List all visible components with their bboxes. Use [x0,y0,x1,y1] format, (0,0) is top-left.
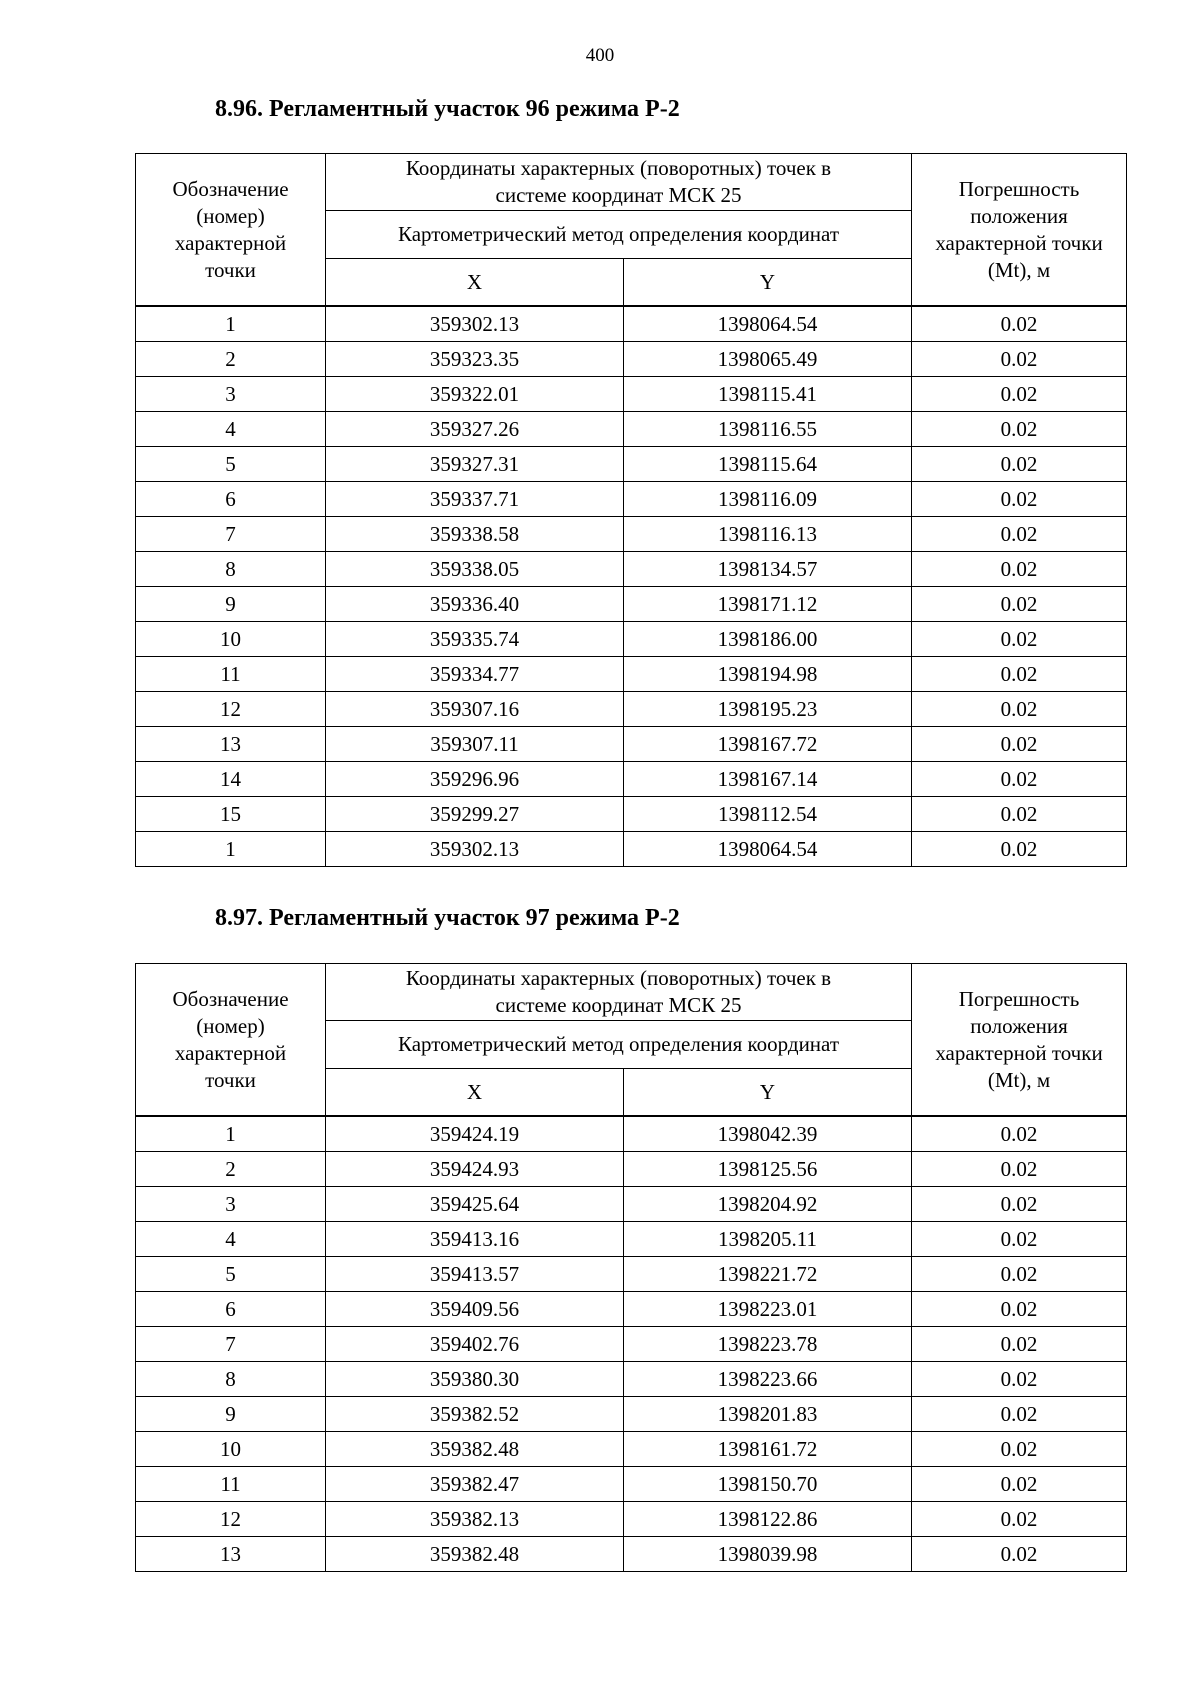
y-cell: 1398116.13 [624,517,912,552]
accuracy-cell: 0.02 [912,622,1127,657]
point-number-cell: 3 [136,1187,326,1222]
accuracy-cell: 0.02 [912,1362,1127,1397]
table-row [136,306,1127,342]
x-cell: 359338.05 [326,552,624,587]
y-cell: 1398223.01 [624,1292,912,1327]
coordinates-table-96 [135,153,1127,867]
x-header: X [326,1069,624,1117]
point-number-cell: 4 [136,1222,326,1257]
x-cell: 359337.71 [326,482,624,517]
x-cell: 359424.93 [326,1152,624,1187]
point-number-cell: 2 [136,1152,326,1187]
x-cell: 359409.56 [326,1292,624,1327]
x-cell: 359327.31 [326,447,624,482]
x-header: X [326,259,624,307]
point-number-cell: 8 [136,1362,326,1397]
point-number-cell: 12 [136,1502,326,1537]
point-number-cell: 8 [136,552,326,587]
point-number-cell: 11 [136,657,326,692]
accuracy-cell: 0.02 [912,1327,1127,1362]
accuracy-cell: 0.02 [912,797,1127,832]
accuracy-cell: 0.02 [912,1257,1127,1292]
accuracy-cell: 0.02 [912,342,1127,377]
y-cell: 1398204.92 [624,1187,912,1222]
x-cell: 359335.74 [326,622,624,657]
accuracy-cell: 0.02 [912,587,1127,622]
table-row [136,832,1127,867]
table-row [136,797,1127,832]
y-cell: 1398171.12 [624,587,912,622]
accuracy-cell: 0.02 [912,447,1127,482]
table-row [136,622,1127,657]
point-number-cell: 13 [136,727,326,762]
y-cell: 1398125.56 [624,1152,912,1187]
accuracy-cell: 0.02 [912,1152,1127,1187]
x-cell: 359413.57 [326,1257,624,1292]
accuracy-cell: 0.02 [912,1222,1127,1257]
y-cell: 1398134.57 [624,552,912,587]
table-row [136,1502,1127,1537]
accuracy-header: Погрешность положения характерной точки (Mt), м [912,154,1127,307]
table-row [136,1327,1127,1362]
x-cell: 359327.26 [326,412,624,447]
point-number-cell: 2 [136,342,326,377]
y-cell: 1398223.78 [624,1327,912,1362]
y-cell: 1398161.72 [624,1432,912,1467]
x-cell: 359302.13 [326,832,624,867]
x-cell: 359382.13 [326,1502,624,1537]
table-row [136,727,1127,762]
y-cell: 1398116.09 [624,482,912,517]
x-cell: 359307.11 [326,727,624,762]
x-cell: 359334.77 [326,657,624,692]
page-number: 400 [585,45,615,66]
point-number-cell: 6 [136,1292,326,1327]
table-row [136,1362,1127,1397]
y-cell: 1398115.41 [624,377,912,412]
point-number-cell: 4 [136,412,326,447]
accuracy-cell: 0.02 [912,1537,1127,1572]
x-cell: 359299.27 [326,797,624,832]
y-cell: 1398065.49 [624,342,912,377]
y-cell: 1398223.66 [624,1362,912,1397]
y-cell: 1398194.98 [624,657,912,692]
point-number-cell: 1 [136,832,326,867]
point-number-cell: 9 [136,587,326,622]
coordinate-system-header: Координаты характерных (поворотных) точек в системе координат МСК 25 [326,964,912,1021]
point-number-cell: 10 [136,622,326,657]
table-row [136,1467,1127,1502]
method-header: Картометрический метод определения координат [326,1021,912,1069]
accuracy-cell: 0.02 [912,762,1127,797]
y-cell: 1398167.72 [624,727,912,762]
point-number-cell: 5 [136,1257,326,1292]
point-number-cell: 1 [136,1116,326,1152]
accuracy-cell: 0.02 [912,482,1127,517]
table-body-97 [136,1116,1127,1572]
table-row [136,1397,1127,1432]
y-cell: 1398116.55 [624,412,912,447]
table-row [136,1292,1127,1327]
accuracy-cell: 0.02 [912,552,1127,587]
table-row [136,1187,1127,1222]
y-cell: 1398195.23 [624,692,912,727]
table-row [136,1537,1127,1572]
x-cell: 359382.47 [326,1467,624,1502]
y-header: Y [624,1069,912,1117]
x-cell: 359296.96 [326,762,624,797]
point-number-cell: 12 [136,692,326,727]
point-number-cell: 7 [136,1327,326,1362]
y-cell: 1398112.54 [624,797,912,832]
accuracy-cell: 0.02 [912,517,1127,552]
x-cell: 359323.35 [326,342,624,377]
accuracy-cell: 0.02 [912,1116,1127,1152]
y-cell: 1398221.72 [624,1257,912,1292]
y-cell: 1398201.83 [624,1397,912,1432]
x-cell: 359382.48 [326,1432,624,1467]
accuracy-cell: 0.02 [912,1187,1127,1222]
method-header: Картометрический метод определения координат [326,211,912,259]
y-cell: 1398039.98 [624,1537,912,1572]
accuracy-cell: 0.02 [912,306,1127,342]
accuracy-cell: 0.02 [912,1467,1127,1502]
point-number-cell: 6 [136,482,326,517]
y-cell: 1398042.39 [624,1116,912,1152]
table-row [136,342,1127,377]
point-number-cell: 7 [136,517,326,552]
point-number-cell: 15 [136,797,326,832]
table-row [136,657,1127,692]
x-cell: 359425.64 [326,1187,624,1222]
y-cell: 1398150.70 [624,1467,912,1502]
table-body-96 [136,306,1127,867]
accuracy-cell: 0.02 [912,1432,1127,1467]
table-row [136,762,1127,797]
point-number-cell: 5 [136,447,326,482]
accuracy-cell: 0.02 [912,412,1127,447]
x-cell: 359322.01 [326,377,624,412]
point-number-cell: 9 [136,1397,326,1432]
x-cell: 359338.58 [326,517,624,552]
table-row [136,1432,1127,1467]
x-cell: 359402.76 [326,1327,624,1362]
section-title-96: 8.96. Регламентный участок 96 режима Р-2 [215,96,680,122]
point-number-cell: 13 [136,1537,326,1572]
point-number-cell: 10 [136,1432,326,1467]
y-cell: 1398115.64 [624,447,912,482]
accuracy-cell: 0.02 [912,657,1127,692]
x-cell: 359413.16 [326,1222,624,1257]
x-cell: 359302.13 [326,306,624,342]
x-cell: 359380.30 [326,1362,624,1397]
table-row [136,1116,1127,1152]
table-row [136,1222,1127,1257]
y-cell: 1398064.54 [624,832,912,867]
y-cell: 1398186.00 [624,622,912,657]
table-row [136,482,1127,517]
table-row [136,692,1127,727]
table-row [136,1152,1127,1187]
table-row [136,517,1127,552]
table-row [136,1257,1127,1292]
y-cell: 1398122.86 [624,1502,912,1537]
table-row [136,552,1127,587]
accuracy-cell: 0.02 [912,1502,1127,1537]
table-row [136,377,1127,412]
x-cell: 359382.52 [326,1397,624,1432]
x-cell: 359336.40 [326,587,624,622]
point-number-cell: 3 [136,377,326,412]
accuracy-cell: 0.02 [912,1292,1127,1327]
table-row [136,412,1127,447]
point-number-cell: 14 [136,762,326,797]
accuracy-header: Погрешность положения характерной точки (Mt), м [912,964,1127,1117]
point-number-cell: 11 [136,1467,326,1502]
y-cell: 1398167.14 [624,762,912,797]
x-cell: 359307.16 [326,692,624,727]
accuracy-cell: 0.02 [912,832,1127,867]
designation-header: Обозначение (номер) характерной точки [136,964,326,1117]
y-cell: 1398205.11 [624,1222,912,1257]
table-row [136,447,1127,482]
accuracy-cell: 0.02 [912,727,1127,762]
y-header: Y [624,259,912,307]
accuracy-cell: 0.02 [912,1397,1127,1432]
coordinate-system-header: Координаты характерных (поворотных) точек в системе координат МСК 25 [326,154,912,211]
y-cell: 1398064.54 [624,306,912,342]
x-cell: 359382.48 [326,1537,624,1572]
x-cell: 359424.19 [326,1116,624,1152]
accuracy-cell: 0.02 [912,377,1127,412]
accuracy-cell: 0.02 [912,692,1127,727]
designation-header: Обозначение (номер) характерной точки [136,154,326,307]
point-number-cell: 1 [136,306,326,342]
section-title-97: 8.97. Регламентный участок 97 режима Р-2 [215,905,680,931]
table-row [136,587,1127,622]
coordinates-table-97 [135,963,1127,1572]
